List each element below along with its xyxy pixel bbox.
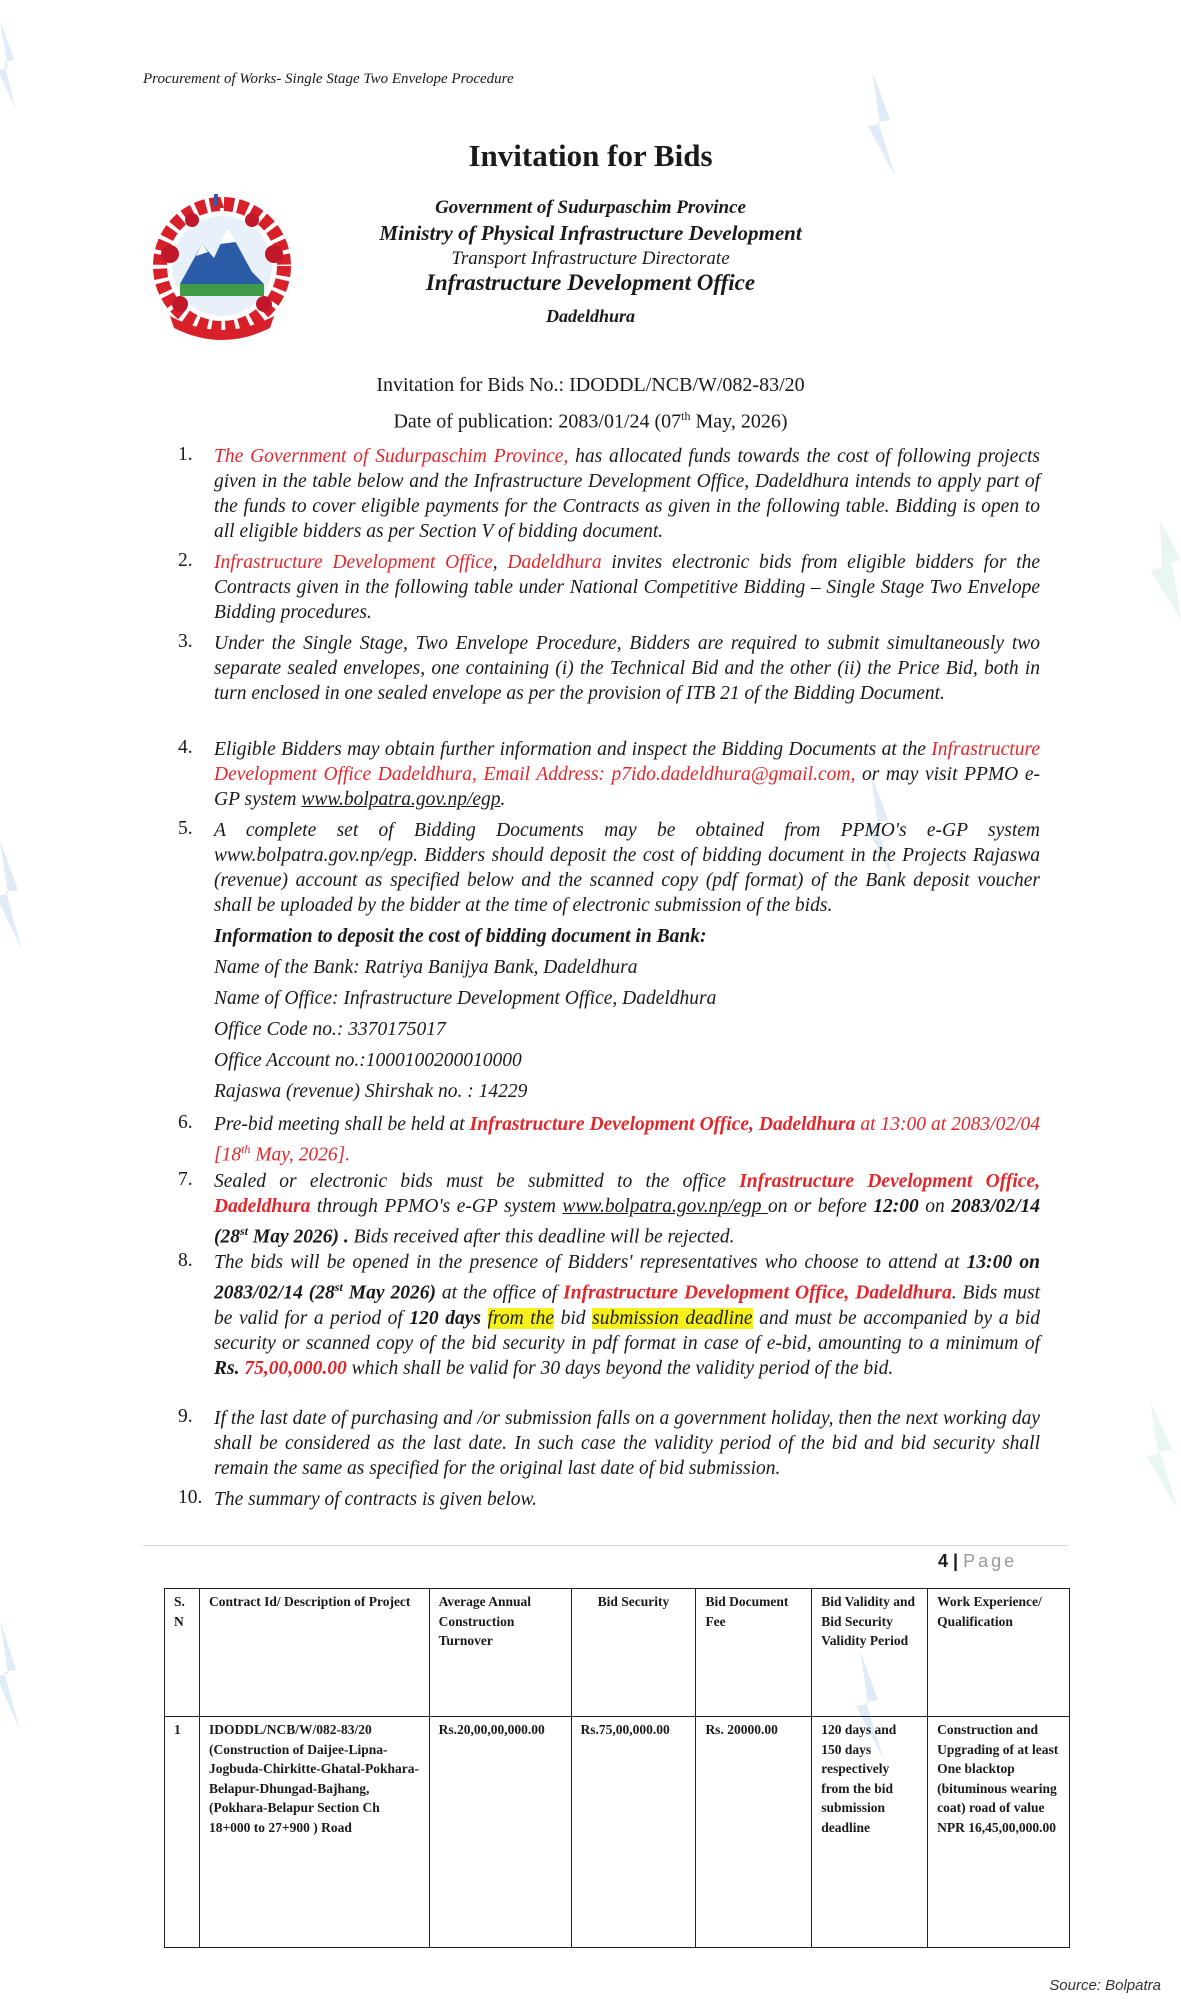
para-7: Sealed or electronic bids must be submitted to the office Infrastructure Development Office, Dadeldhura through PPMO's e-GP system www.bolpatra.gov.np/egp on or before 12:00 on 2083/02/14 (28st May 2026) . Bids received after this deadline will be rejected. — [214, 1171, 1041, 1248]
document-title: Invitation for Bids — [468, 138, 713, 173]
directorate-name: Transport Infrastructure Directorate — [451, 248, 730, 269]
para-7-number: 7. — [178, 1169, 193, 1190]
para-2-number: 2. — [178, 550, 193, 571]
header-turnover: Average Annual Construction Turnover — [429, 1589, 571, 1717]
header-document-fee: Bid Document Fee — [696, 1589, 812, 1717]
header-contract-id: Contract Id/ Description of Project — [199, 1589, 429, 1717]
egp-link[interactable]: www.bolpatra.gov.np/egp — [301, 789, 501, 810]
source-credit: Source: Bolpatra — [1049, 1977, 1161, 1994]
bank-office-name: Name of Office: Infrastructure Development Office, Dadeldhura — [214, 988, 717, 1009]
para-5-number: 5. — [178, 818, 193, 839]
table-header-row — [165, 1589, 1070, 1717]
cell-experience: Construction and Upgrading of at least One blacktop (bituminous wearing coat) road of value NPR 16,45,00,000.00 — [928, 1717, 1070, 1948]
header-bid-security: Bid Security — [571, 1589, 696, 1717]
publication-date: Date of publication: 2083/01/24 (07th May, 2026) — [393, 409, 788, 433]
header-sn: S. N — [165, 1589, 200, 1717]
bank-account-number: Office Account no.:1000100200010000 — [214, 1050, 522, 1071]
office-location: Dadeldhura — [545, 306, 635, 326]
cell-bid-security: Rs.75,00,000.00 — [571, 1717, 696, 1948]
cell-contract-id: IDODDL/NCB/W/082-83/20 (Construction of Daijee-Lipna-Jogbuda-Chirkitte-Ghatal-Pokhara-Belapur-Dhungad-Bajhang, (Pokhara-Belapur Section Ch 18+000 to 27+900 ) Road — [199, 1717, 429, 1948]
para-9-number: 9. — [178, 1406, 193, 1427]
para-4: Eligible Bidders may obtain further information and inspect the Bidding Documents at the Infrastructure Development Office Dadeldhura, Email Address: p7ido.dadeldhura@gmail.com, or may visit PPMO e-GP system www.bolpatra.gov.np/egp. — [214, 739, 1041, 810]
para-5: A complete set of Bidding Documents may be obtained from PPMO's e-GP system www.bolpatra.gov.np/egp. Bidders should deposit the cost of bidding document in the Projects Rajaswa (revenue) account as specified below and the scanned copy (pdf format) of the Bank deposit voucher shall be uploaded by the bidder at the time of electronic submission of the bids. — [214, 820, 1040, 916]
para-1: The Government of Sudurpaschim Province, has allocated funds towards the cost of following projects given in the table below and the Infrastructure Development Office, Dadeldhura intends to apply part of the funds to cover eligible payments for the Contracts as given in the following table. Bidding is open to all eligible bidders as per Section V of bidding document. — [214, 446, 1040, 542]
para-9: If the last date of purchasing and /or submission falls on a government holiday, then the next working day shall be considered as the last date. In such case the validity period of the bid and bid security shall remain the same as specified for the original last date of bid submission. — [214, 1408, 1040, 1479]
bank-office-code: Office Code no.: 3370175017 — [214, 1019, 446, 1040]
ministry-name: Ministry of Physical Infrastructure Development — [379, 221, 802, 245]
cell-turnover: Rs.20,00,00,000.00 — [429, 1717, 571, 1948]
para-10: The summary of contracts is given below. — [214, 1489, 537, 1510]
para-8-number: 8. — [178, 1250, 193, 1271]
cell-validity: 120 days and 150 days respectively from the bid submission deadline — [812, 1717, 928, 1948]
page-divider — [143, 1545, 1068, 1546]
bank-info-heading: Information to deposit the cost of bidding document in Bank: — [214, 926, 707, 947]
header-validity: Bid Validity and Bid Security Validity Period — [812, 1589, 928, 1717]
ifb-number: Invitation for Bids No.: IDODDL/NCB/W/082-83/20 — [376, 374, 805, 396]
table-row — [165, 1717, 1070, 1948]
header-experience: Work Experience/ Qualification — [928, 1589, 1070, 1717]
cell-document-fee: Rs. 20000.00 — [696, 1717, 812, 1948]
page-number: 4 | Page — [938, 1551, 1018, 1571]
egp-link-2[interactable]: www.bolpatra.gov.np/egp — [562, 1196, 768, 1217]
para-2: Infrastructure Development Office, Dadeldhura invites electronic bids from eligible bidders for the Contracts given in the following table under National Competitive Bidding – Single Stage Two Envelope Bidding procedures. — [214, 552, 1040, 623]
bank-name: Name of the Bank: Ratriya Banijya Bank, Dadeldhura — [214, 957, 638, 978]
para-10-number: 10. — [178, 1487, 203, 1508]
para-6-number: 6. — [178, 1112, 193, 1133]
cell-sn: 1 — [165, 1717, 200, 1948]
para-8: The bids will be opened in the presence of Bidders' representatives who choose to attend at 13:00 on 2083/02/14 (28st May 2026) at the office of Infrastructure Development Office, Dadeldhura. Bids must be valid for a period of 120 days from the bid submission deadline and must be accompanied by a bid security or scanned copy of the bid security in pdf format in case of e-bid, amounting to a minimum of Rs. 75,00,000.00 which shall be valid for 30 days beyond the validity period of the bid. — [214, 1252, 1041, 1379]
contracts-table — [164, 1588, 1070, 1948]
para-3: Under the Single Stage, Two Envelope Procedure, Bidders are required to submit simultaneously two separate sealed envelopes, one containing (i) the Technical Bid and the other (ii) the Price Bid, both in turn enclosed in one sealed envelope as per the provision of ITB 21 of the Bidding Document. — [214, 633, 1040, 704]
office-name: Infrastructure Development Office — [425, 270, 756, 295]
para-1-number: 1. — [178, 444, 193, 465]
para-3-number: 3. — [178, 631, 193, 652]
header-note: Procurement of Works- Single Stage Two Envelope Procedure — [143, 71, 514, 87]
para-6: Pre-bid meeting shall be held at Infrastructure Development Office, Dadeldhura at 13:00 at 2083/02/04 [18th May, 2026]. — [214, 1114, 1041, 1166]
government-name: Government of Sudurpaschim Province — [435, 197, 746, 218]
para-4-number: 4. — [178, 737, 193, 758]
bank-rajaswa-number: Rajaswa (revenue) Shirshak no. : 14229 — [214, 1081, 528, 1102]
